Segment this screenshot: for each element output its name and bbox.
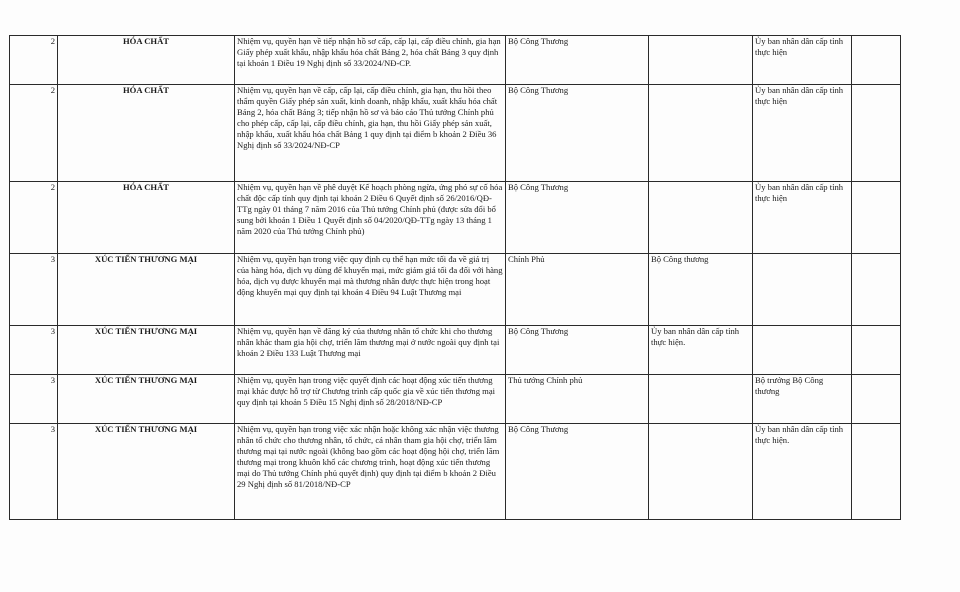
- authority-column-6: Ủy ban nhân dân cấp tỉnh thực hiện: [753, 36, 852, 85]
- table-row: [10, 85, 901, 182]
- field-name: HÓA CHẤT: [58, 182, 235, 254]
- table-row: [10, 254, 901, 326]
- field-name: XÚC TIẾN THƯƠNG MẠI: [58, 326, 235, 375]
- authority-column-6: Ủy ban nhân dân cấp tỉnh thực hiện.: [753, 424, 852, 520]
- authority-column-7: [852, 424, 901, 520]
- table-row: [10, 424, 901, 520]
- authority-column-6: Ủy ban nhân dân cấp tỉnh thực hiện: [753, 85, 852, 182]
- authority-current: Bộ Công Thương: [506, 85, 649, 182]
- task-description: Nhiệm vụ, quyền hạn trong việc xác nhận hoặc không xác nhận việc thương nhân tổ chức cho thương nhân, tổ chức, cá nhân tham gia hội chợ, triển lãm thương mại tại nước ngoài (không bao gồm các hoạt động hội chợ, triển lãm thương mại trong khuôn khổ các chương trình, hoạt động xúc tiến thương mại do Thủ tướng Chính phủ quyết định) quy định tại điểm b khoản 2 Điều 29 Nghị định số 81/2018/NĐ-CP: [235, 424, 506, 520]
- task-description: Nhiệm vụ, quyền hạn trong việc quyết định các hoạt động xúc tiến thương mại khác được hỗ trợ từ Chương trình cấp quốc gia về xúc tiến thương mại quy định tại khoản 5 Điều 15 Nghị định số 28/2018/NĐ-CP: [235, 375, 506, 424]
- row-number: 3: [10, 326, 58, 375]
- authority-column-6: [753, 326, 852, 375]
- authority-current: Bộ Công Thương: [506, 182, 649, 254]
- authority-column-5: [649, 36, 753, 85]
- authority-current: Bộ Công Thương: [506, 424, 649, 520]
- authority-column-7: [852, 326, 901, 375]
- authority-column-7: [852, 254, 901, 326]
- row-number: 2: [10, 85, 58, 182]
- authority-column-5: Bộ Công thương: [649, 254, 753, 326]
- authority-column-5: [649, 85, 753, 182]
- authority-column-5: [649, 182, 753, 254]
- authority-current: Thủ tướng Chính phủ: [506, 375, 649, 424]
- table-row: [10, 36, 901, 85]
- authority-column-7: [852, 85, 901, 182]
- table-row: [10, 182, 901, 254]
- task-description: Nhiệm vụ, quyền hạn về cấp, cấp lại, cấp điều chỉnh, gia hạn, thu hồi theo thẩm quyền Giấy phép sản xuất, kinh doanh, nhập khẩu, xuất khẩu hóa chất Bảng 2, hóa chất Bảng 3; tiếp nhận hồ sơ và báo cáo Thủ tướng Chính phủ cho phép cấp, cấp lại, cấp điều chỉnh, gia hạn, thu hồi Giấy phép sản xuất, nhập khẩu, xuất khẩu hóa chất Bảng 1 quy định tại điểm b khoản 2 Điều 36 Nghị định số 33/2024/NĐ-CP: [235, 85, 506, 182]
- row-number: 3: [10, 375, 58, 424]
- authority-column-6: [753, 254, 852, 326]
- row-number: 3: [10, 424, 58, 520]
- authority-column-7: [852, 375, 901, 424]
- row-number: 3: [10, 254, 58, 326]
- field-name: XÚC TIẾN THƯƠNG MẠI: [58, 375, 235, 424]
- task-description: Nhiệm vụ, quyền hạn về tiếp nhận hồ sơ cấp, cấp lại, cấp điều chỉnh, gia hạn Giấy phép xuất khẩu, nhập khẩu hóa chất Bảng 2, hóa chất Bảng 3 quy định tại khoản 1 Điều 19 Nghị định số 33/2024/NĐ-CP.: [235, 36, 506, 85]
- authority-column-6: Bộ trưởng Bộ Công thương: [753, 375, 852, 424]
- authority-current: Bộ Công Thương: [506, 36, 649, 85]
- row-number: 2: [10, 36, 58, 85]
- authority-current: Bộ Công Thương: [506, 326, 649, 375]
- authority-column-5: Ủy ban nhân dân cấp tỉnh thực hiện.: [649, 326, 753, 375]
- decentralization-table: [9, 35, 901, 520]
- authority-column-7: [852, 36, 901, 85]
- field-name: XÚC TIẾN THƯƠNG MẠI: [58, 254, 235, 326]
- task-description: Nhiệm vụ, quyền hạn về đăng ký của thương nhân tổ chức khi cho thương nhân khác tham gia hội chợ, triển lãm thương mại ở nước ngoài quy định tại khoản 2 Điều 133 Luật Thương mại: [235, 326, 506, 375]
- task-description: Nhiệm vụ, quyền hạn về phê duyệt Kế hoạch phòng ngừa, ứng phó sự cố hóa chất độc cấp tỉnh quy định tại khoản 2 Điều 6 Quyết định số 26/2016/QĐ-TTg ngày 01 tháng 7 năm 2016 của Thủ tướng Chính phủ (được sửa đổi bổ sung bởi khoản 1 Điều 1 Quyết định số 04/2020/QĐ-TTg ngày 13 tháng 1 năm 2020 của Thủ tướng Chính phủ): [235, 182, 506, 254]
- authority-column-7: [852, 182, 901, 254]
- field-name: XÚC TIẾN THƯƠNG MẠI: [58, 424, 235, 520]
- authority-column-5: [649, 424, 753, 520]
- row-number: 2: [10, 182, 58, 254]
- task-description: Nhiệm vụ, quyền hạn trong việc quy định cụ thể hạn mức tối đa về giá trị của hàng hóa, dịch vụ dùng để khuyến mại, mức giảm giá tối đa đối với hàng hóa, dịch vụ được khuyến mại mà thương nhân được thực hiện trong hoạt động khuyến mại quy định tại khoản 4 Điều 94 Luật Thương mại: [235, 254, 506, 326]
- authority-column-5: [649, 375, 753, 424]
- authority-column-6: Ủy ban nhân dân cấp tỉnh thực hiện: [753, 182, 852, 254]
- field-name: HÓA CHẤT: [58, 85, 235, 182]
- authority-current: Chính Phủ: [506, 254, 649, 326]
- table-row: [10, 375, 901, 424]
- table-row: [10, 326, 901, 375]
- field-name: HÓA CHẤT: [58, 36, 235, 85]
